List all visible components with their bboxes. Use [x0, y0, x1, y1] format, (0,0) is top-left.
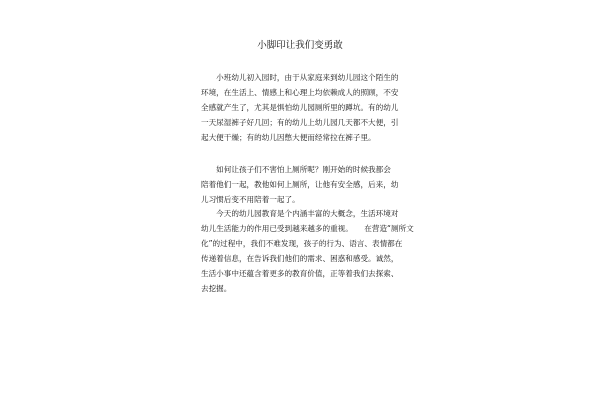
- paragraph-line: 化”的过程中，我们不难发现，孩子的行为、语言、表情都在: [201, 239, 403, 248]
- paragraph-line: 如何让孩子们不害怕上厕所呢？刚开始的时候我都会: [201, 165, 391, 174]
- paragraph-line: 陪着他们一起，教他如何上厕所，让他有安全感，后来，幼: [201, 180, 399, 189]
- paragraph-line: 起大便干燥；有的幼儿因憋大便而经常拉在裤子里。: [201, 133, 376, 142]
- paragraph-line: 小班幼儿初入园时，由于从家庭来到幼儿园这个陌生的: [201, 73, 399, 82]
- paragraph-line: 今天的幼儿园教育是个内涵丰富的大概念，生活环境对: [201, 209, 399, 218]
- paragraph-line: 一天尿湿裤子好几回；有的幼儿上幼儿园几天都不大便，引: [201, 118, 399, 127]
- paragraph-line: 传递着信息，在告诉我们他们的需求、困惑和感受。诚然，: [201, 254, 399, 263]
- paragraph-line: 生活小事中还蕴含着更多的教育价值，正等着我们去探索、: [201, 269, 399, 278]
- paragraph-line: 幼儿生活能力的作用已受到越来越多的重视。 在营造“厕所文: [201, 224, 414, 233]
- paragraph-line: 环境，在生活上、情感上和心理上均依赖成人的照顾，不安: [201, 88, 399, 97]
- document-title: 小脚印让我们变勇敢: [257, 40, 343, 51]
- paragraph-line: 全感就产生了，尤其是惧怕幼儿园厕所里的蹲坑。有的幼儿: [201, 103, 399, 112]
- paragraph-line: 儿习惯后变不用陪着一起了。: [201, 195, 300, 204]
- paragraph-line: 去挖掘。: [201, 284, 232, 293]
